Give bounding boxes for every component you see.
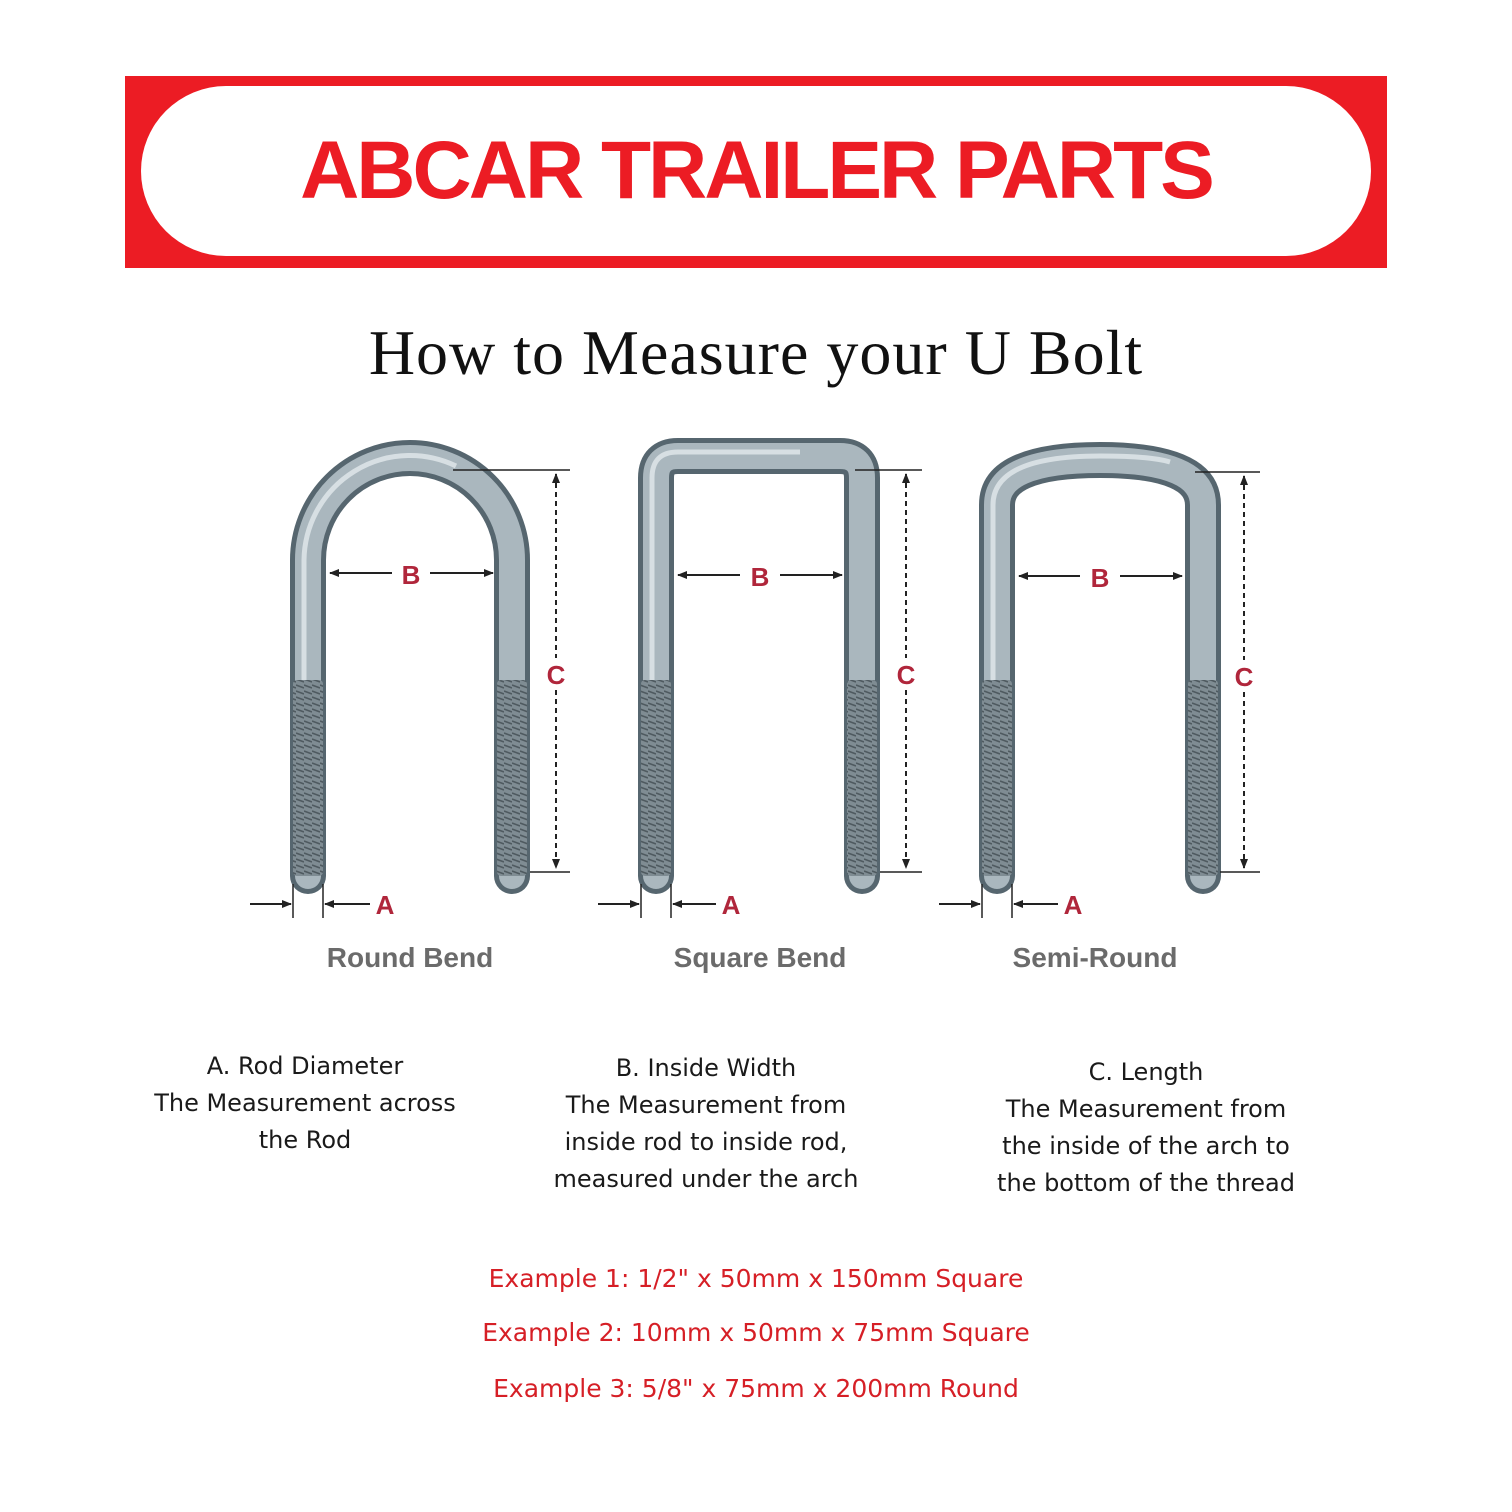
round-bend-u-bolt bbox=[250, 455, 570, 973]
semi-round-u-bolt bbox=[939, 456, 1260, 973]
round-bend-rod bbox=[308, 458, 512, 876]
example-3: Example 3: 5/8" x 75mm x 200mm Round bbox=[493, 1374, 1019, 1403]
length-line-3: the bottom of the thread bbox=[997, 1169, 1295, 1197]
page-title: How to Measure your U Bolt bbox=[368, 317, 1144, 388]
length-heading: C. Length bbox=[1088, 1058, 1204, 1086]
length-line-2: the inside of the arch to bbox=[1002, 1132, 1290, 1160]
inside-width-line-2: inside rod to inside rod, bbox=[564, 1128, 848, 1156]
rod-diameter-heading: A. Rod Diameter bbox=[206, 1052, 404, 1080]
semi-round-rod bbox=[997, 460, 1203, 876]
round-bend-left-thread bbox=[293, 680, 323, 876]
rod-diameter-line-1: The Measurement across bbox=[154, 1089, 456, 1117]
round-bend-c-letter: C bbox=[546, 660, 566, 690]
rod-diameter-line-2: the Rod bbox=[258, 1126, 352, 1154]
square-bend-left-thread bbox=[641, 680, 671, 876]
square-bend-rod bbox=[656, 456, 862, 876]
square-bend-label: Square Bend bbox=[673, 942, 847, 973]
semi-round-right-thread bbox=[1188, 680, 1218, 876]
brand-logo-text: ABCAR TRAILER PARTS bbox=[300, 125, 1212, 216]
example-2: Example 2: 10mm x 50mm x 75mm Square bbox=[482, 1318, 1030, 1347]
semi-round-b-letter: B bbox=[1090, 563, 1110, 593]
inside-width-heading: B. Inside Width bbox=[615, 1054, 797, 1082]
length-description bbox=[936, 1054, 1356, 1202]
inside-width-description bbox=[496, 1050, 916, 1198]
square-bend-b-letter: B bbox=[750, 562, 770, 592]
round-bend-b-letter: B bbox=[401, 560, 421, 590]
square-bend-c-letter: C bbox=[896, 660, 916, 690]
round-bend-right-thread bbox=[497, 680, 527, 876]
round-bend-label: Round Bend bbox=[326, 942, 494, 973]
length-line-1: The Measurement from bbox=[1005, 1095, 1287, 1123]
square-bend-u-bolt bbox=[598, 452, 922, 973]
square-bend-right-thread bbox=[847, 680, 877, 876]
example-1: Example 1: 1/2" x 50mm x 150mm Square bbox=[488, 1264, 1024, 1293]
rod-diameter-description bbox=[95, 1048, 515, 1159]
round-bend-a-letter: A bbox=[375, 890, 395, 920]
semi-round-label: Semi-Round bbox=[1012, 942, 1178, 973]
inside-width-line-1: The Measurement from bbox=[565, 1091, 847, 1119]
square-bend-a-letter: A bbox=[721, 890, 741, 920]
inside-width-line-3: measured under the arch bbox=[553, 1165, 859, 1193]
semi-round-c-letter: C bbox=[1234, 662, 1254, 692]
semi-round-a-letter: A bbox=[1063, 890, 1083, 920]
semi-round-left-thread bbox=[982, 680, 1012, 876]
